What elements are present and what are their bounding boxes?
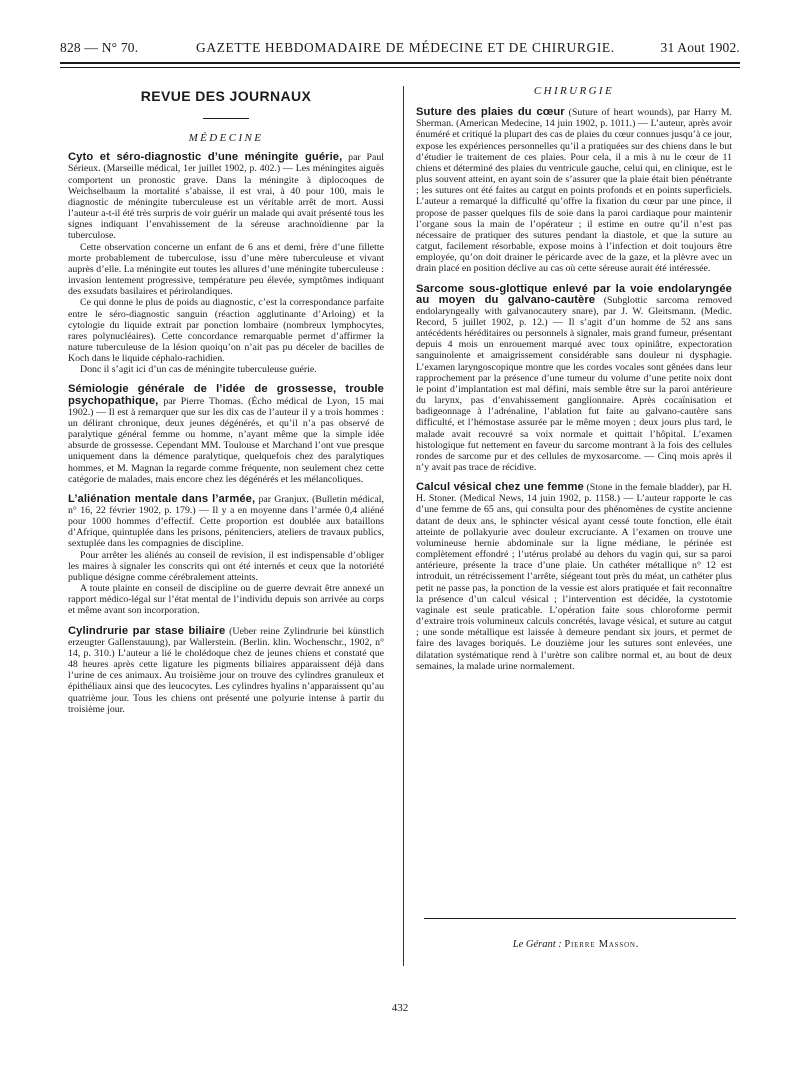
article-text: par Paul Sérieux. (Marseille médical, 1er juillet 1902, p. 402.) — Les méningites aiguës comportent un pronostic grave. Dans la méningite à diplocoques de Weichselbaum la mortalité s’abaisse, il est vrai, à 40 pour 100, mais le diagnostic de méningite tuberculeuse est un véritable arrêt de mort. Aussi l’auteur a-t-il été très surpris de voir guérir un malade qui avait présenté tous les signes indiquant l’envahissement de la séreuse arachnoïdienne par la tuberculose.: [68, 152, 384, 242]
article-text: par Pierre Thomas. (Écho médical de Lyon, 15 mai 1902.) — Il est à remarquer que sur les dix cas de l’auteur il y a trois hommes : un délirant chronique, deux jeunes dégénérés, et qu’il n’a pas observé de paralytique général femme ou homme, n’ayant même que la simple idée absurde de grossesse. Cependant MM. Toulouse et Marchand l’ont vue presque uniquement dans la démence paralytique, quelquefois chez des paralytiques hommes, et M. Magnan la regarde comme fréquente, non seulement chez cette catégorie de malades, mais encore chez les dégénérés et les mélancoliques.: [68, 395, 384, 485]
article-meningite: [68, 152, 384, 375]
signature-rule: [424, 918, 736, 919]
article-paragraph: Ce qui donne le plus de poids au diagnostic, c’est la correspondance parfaite entre le séro-diagnostic sanguin (réaction agglutinante d’Arloing) et la cytologie du liquide extrait par ponction lombaire (nombreux lymphocytes, rares polynucléaires). Cette concordance remarquable permet d’affirmer la nature tuberculeuse de la lésion quoiqu’on n’ait pas pu déceler de bacilles de Koch dans le liquide céphalo-rachidien.: [68, 297, 384, 365]
running-header: [60, 40, 740, 60]
header-rule-thick: [60, 62, 740, 64]
article-calcul: [416, 482, 732, 672]
article-text: (Stone in the female bladder), par H. H. Stoner. (Medical News, 14 juin 1902, p. 1158.) — L’auteur rapporte le cas d’une femme de 65 ans, qui consulta pour des phénomènes de cystite ancienne datant de deux ans, le sphincter vésical ayant cessé toute fonction, elle était atteinte de pollakyurie avec douleur excruciante. A l’examen on trouve une volumineuse hernie abdominale sur la ligne médiane, le périnée est complètement effondré ; l’utérus prolabé au dehors du vagin qui, sur sa paroi antérieure, présente la trace d’une plaie. Un cathéter métallique n° 12 est introduit, un rétrécissement l’arrête, siégeant tout près du méat, un cathéter plus petit ne passe pas, la ponction de la vessie est alors pratiquée et fait reconnaître la présence d’un calcul vésical ; l’intervention est décidée, la cystotomie vaginale est seule praticable. L’opération faite sous chloroforme permit d’extraire trois volumineux calculs concrétés, lavage vésical, et suture au catgut ; une sonde métallique est laissée à demeure pendant six jours, et permet de faire des lavages boriqués. Le douzième jour les sutures sont enlevées, une dilatation systématique rend à l’urètre son calibre normal et, au bout de deux semaines, la malade urine normalement.: [416, 482, 732, 672]
article-paragraph: [68, 626, 384, 715]
article-alienation: [68, 494, 384, 617]
journal-title: GAZETTE HEBDOMADAIRE DE MÉDECINE ET DE CHIRURGIE.: [196, 40, 615, 55]
article-paragraph: [416, 107, 732, 274]
article-paragraph: [416, 482, 732, 672]
left-column: [68, 85, 384, 724]
header-rule-thin: [60, 67, 740, 68]
article-paragraph: Pour arrêter les aliénés au conseil de revision, il est indispensable d’obliger les maires à signaler les conscrits qui ont été internés et ceux que la notoriété publique désigne comme cérébralement atteints.: [68, 549, 384, 583]
article-paragraph: Cette observation concerne un enfant de 6 ans et demi, frère d’une fillette morte probablement de tuberculose, issu d’une mère tuberculeuse et vivant auprès d’elle. La méningite eut toutes les allures d’une méningite tuberculeuse : invasion lentement progressive, température peu élevée, symptômes indiquant des exsudats basilaires et périrolandiques.: [68, 241, 384, 298]
article-sarcome: [416, 284, 732, 474]
article-grossesse: [68, 384, 384, 484]
section-title: REVUE DES JOURNAUX: [140, 88, 312, 104]
article-title: L’aliénation mentale dans l’armée,: [68, 492, 256, 505]
column-divider: [403, 86, 404, 966]
page-number: 432: [391, 1002, 409, 1014]
article-paragraph: A toute plainte en conseil de discipline ou de guerre devrait être annexé un rapport médico-légal sur l’état mental de l’individu depuis son arrivée au corps et même avant son incorporation.: [68, 583, 384, 617]
article-plaies-coeur: [416, 107, 732, 274]
right-column: [416, 80, 732, 681]
page-issue-number: 828 — N° 70.: [60, 40, 139, 55]
signature-role: Le Gérant :: [512, 939, 562, 950]
article-title: Sémiologie générale de l’idée de grossesse, trouble psychopathique,: [68, 383, 384, 407]
signature-name: Pierre Masson.: [564, 939, 640, 950]
article-title: Sarcome sous-glottique enlevé par la voie endolaryngée au moyen du galvano-cautère: [416, 282, 732, 306]
article-text: (Subglottic sarcoma removed endolaryngeally with galvanocautery snare), par J. W. Gleitsmann. (Medic. Record, 5 juillet 1902, p. 12.) — Il s’agit d’un homme de 52 ans sans antécédents héréditaires ou personnels à signaler, mais grand fumeur, présentant depuis 4 mois un enrouement marqué avec toux opiniâtre, expectoration sanguinolente et amaigrissement considérable sans douleur ni dysphagie. L’examen laryngoscopique montre que les cordes vocales sont gênées dans leur rapprochement par la présence d’une tumeur du volume d’une petite noix dont le point d’implantation est mal défini, mais semble être sur la paroi antérieure du larynx, pas d’envahissement ganglionnaire. Après cocaïnisation et badigeonnage à l’adrénaline, l’ablation fut faite au galvano-cautère sans difficulté, et l’hémostase assurée par le même moyen ; deux jours plus tard, le malade avait recouvré sa voix normale et quittait l’hôpital. L’examen histologique fut nettement en faveur du sarcome montrant à la fois des cellules rondes de sarcome pur et des cellules de myxosarcome. — Cinq mois après il n’y avait pas trace de récidive.: [416, 294, 733, 473]
section-rule: [203, 118, 249, 119]
article-cylindrurie: [68, 626, 384, 715]
article-title: Cylindrurie par stase biliaire: [68, 624, 226, 637]
signature: [426, 939, 726, 950]
article-paragraph: [416, 284, 732, 474]
article-paragraph: Donc il s’agit ici d’un cas de méningite tuberculeuse guérie.: [80, 364, 317, 376]
article-title: Suture des plaies du cœur: [416, 106, 565, 119]
article-paragraph: [68, 384, 384, 484]
subsection-medecine: MÉDECINE: [188, 132, 264, 145]
article-title: Calcul vésical chez une femme: [416, 481, 584, 494]
subsection-chirurgie: CHIRURGIE: [533, 85, 615, 97]
article-title: Cyto et séro-diagnostic d’une méningite guérie,: [68, 151, 343, 164]
article-paragraph: [68, 152, 384, 241]
article-text: (Suture of heart wounds), par Harry M. Sherman. (American Medecine, 14 juin 1902, p. 1011.) — L’auteur, après avoir énuméré et critiqué la plupart des cas de plaies du cœur connues jusqu’à ce jour, expose les expériences personnelles qu’il a pratiquées sur des chiens dans le but d’étudier le traitement de ces plaies. Pour cela, il a mis à nu le cœur de 11 chiens et déterminé des plaies du ventricule gauche, celui qui, en clinique, est le plus souvent atteint, en ayant soin de s’assurer que la plaie était bien pénétrante ; les sutures ont été faites au catgut en points profonds et en points superficiels. L’auteur a remarqué la difficulté qu’offre la fixation du cœur par une pince, il propose de passer quelques fils de soie dans la paroi cardiaque pour maintenir l’organe sous la main de l’opérateur ; il estime en outre qu’il n’est pas nécessaire de pratiquer des sutures pendant la diastole, et que la suture au catgut, facilement résorbable, expose moins à l’infection et doit toujours être employée, qu’on doit drainer le péricarde avec de la gaze, et la plèvre avec un drain placé en position déclive au cas où cette séreuse aurait été intéressée.: [416, 107, 732, 275]
article-text: par Granjux. (Bulletin médical, n° 16, 22 février 1902, p. 179.) — Il y a en moyenne dans l’armée 0,4 aliéné pour 1000 hommes d’effectif. Cette proportion est doublée aux bataillons d’Afrique, quintuplée dans les prisons, pénitenciers, ateliers de travaux publics, sextuplée dans les compagnies de discipline.: [68, 493, 384, 550]
issue-date: 31 Aout 1902.: [660, 40, 740, 55]
article-paragraph: [68, 494, 384, 550]
article-text: (Ueber reine Zylindrurie bei künstlich erzeugter Gallenstauung), par Wallerstein. (Berlin. klin. Wochenschr., 1902, n° 14, p. 310.) L’auteur a lié le cholédoque chez de jeunes chiens et constaté que 48 heures après cette ligature les pigments biliaires apparaissent déjà dans l’urine de ces animaux. Au troisième jour on trouve des cylindres granuleux et épithéliaux ainsi que des leucocytes. Les cylindres hyalins n’apparaissent qu’au quatrième jour. Tous les chiens ont présenté une polyurie intense à partir du troisième jour.: [68, 625, 385, 715]
